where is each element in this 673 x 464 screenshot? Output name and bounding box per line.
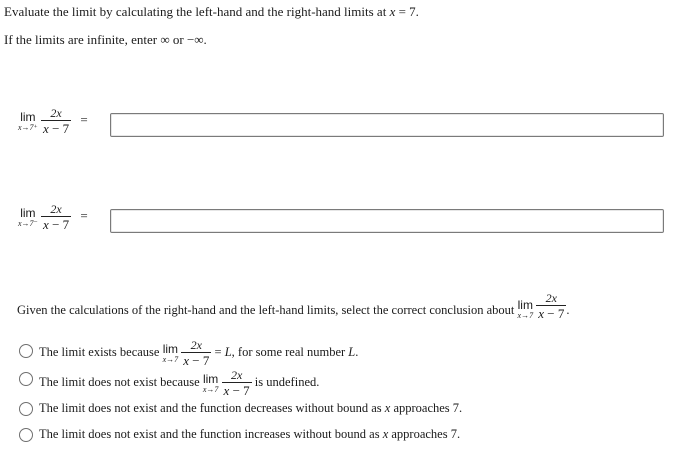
prompt-eq: = 7. [395, 4, 419, 19]
neg-infinity-symbol: −∞ [186, 32, 204, 47]
denominator-var: x [538, 306, 544, 321]
denominator [536, 305, 566, 321]
lim-word: lim [162, 341, 179, 356]
equals-sign: = [80, 111, 88, 127]
lim-word: lim [20, 205, 36, 220]
option-4-radio[interactable] [19, 428, 33, 442]
fraction [41, 106, 71, 136]
option-3-label[interactable] [39, 401, 462, 416]
prompt-line-2 [4, 32, 207, 48]
fraction [41, 202, 71, 232]
option-var: x [382, 427, 389, 441]
conclusion-end: . [566, 303, 570, 317]
numerator: 2x [230, 368, 243, 382]
option-eq: = [211, 344, 225, 359]
right-hand-limit-input[interactable] [110, 113, 664, 137]
numerator: 2x [190, 338, 202, 352]
option-var-L: L [224, 344, 232, 359]
option-3-radio[interactable] [19, 402, 33, 416]
option-text-post: approaches 7. [388, 427, 461, 441]
fraction [181, 338, 211, 368]
prompt-line2-end: . [203, 32, 207, 47]
option-text: The limit does not exist because [39, 374, 200, 389]
option-end: . [355, 344, 359, 359]
lim-subscript: x→7⁻ [18, 218, 38, 228]
denominator-rest: − 7 [48, 217, 70, 232]
denominator-var: x [43, 121, 49, 136]
denominator-var: x [43, 217, 49, 232]
option-2-label[interactable] [39, 368, 319, 398]
prompt-line2-start: If the limits are infinite, enter [4, 32, 161, 47]
option-4-label[interactable] [39, 427, 460, 442]
limit-left-hand [18, 202, 88, 232]
infinity-symbol: ∞ [160, 32, 170, 47]
lim-operator [203, 373, 219, 394]
numerator: 2x [50, 106, 62, 120]
denominator-rest: − 7 [189, 353, 210, 368]
lim-subscript: x→7 [517, 311, 534, 320]
option-var: x [384, 401, 391, 415]
conclusion-text: Given the calculations of the right-hand and the left-hand limits, select the correct conclusion about [17, 303, 515, 317]
option-text: The limit exists because [39, 344, 160, 359]
denominator-rest: − 7 [48, 121, 70, 136]
prompt-line-1 [4, 4, 419, 20]
denominator-rest: − 7 [229, 383, 250, 398]
option-text: The limit does not exist and the function decreases without bound as [39, 401, 385, 415]
denominator [41, 120, 71, 136]
numerator: 2x [50, 202, 62, 216]
denominator [181, 352, 211, 368]
denominator [41, 216, 71, 232]
fraction [222, 368, 252, 398]
lim-subscript: x→7⁺ [18, 122, 38, 132]
fraction [536, 291, 566, 321]
option-text: The limit does not exist and the function increases without bound as [39, 427, 383, 441]
denominator-var: x [223, 383, 230, 398]
lim-operator [18, 111, 38, 132]
lim-subscript: x→7 [202, 384, 219, 394]
option-text-post: approaches 7. [390, 401, 463, 415]
lim-word: lim [20, 109, 36, 124]
denominator-var: x [183, 353, 190, 368]
lim-operator [18, 207, 38, 228]
option-text-post: , for some real number [231, 344, 349, 359]
option-2-radio[interactable] [19, 372, 33, 386]
option-var-L2: L [348, 344, 356, 359]
option-1-radio[interactable] [19, 344, 33, 358]
lim-operator [518, 299, 534, 320]
option-text-post: is undefined. [251, 374, 320, 389]
option-1-label[interactable] [39, 338, 358, 368]
denominator [222, 382, 252, 398]
denominator-rest: − 7 [544, 306, 565, 321]
lim-word: lim [202, 371, 219, 386]
prompt-line2-mid: or [169, 32, 187, 47]
left-hand-limit-input[interactable] [110, 209, 664, 233]
lim-subscript: x→7 [162, 354, 179, 364]
prompt-var: x [389, 4, 396, 19]
prompt-text: Evaluate the limit by calculating the left-hand and the right-hand limits at [4, 4, 387, 19]
limit-right-hand [18, 106, 88, 136]
numerator: 2x [545, 291, 557, 305]
lim-operator [163, 343, 179, 364]
lim-word: lim [517, 298, 533, 312]
equals-sign: = [80, 207, 88, 223]
conclusion-prompt [17, 291, 569, 321]
